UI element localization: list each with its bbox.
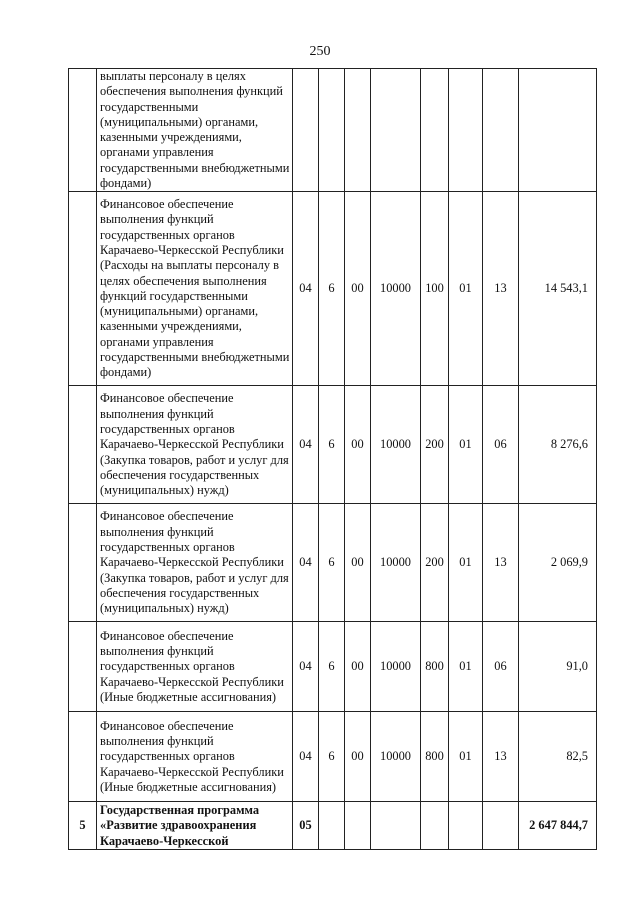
amount-cell: 82,5	[519, 712, 597, 802]
expense-name-cell: Финансовое обеспечение выполнения функций государственных органов Карачаево-Черкесской Республики (Расходы на выплаты персоналу в целях обеспечения выполнения функций государственными (муниципальными) органами, казенными учреждениями, органами управления государственными внебюджетными фондами)	[97, 192, 293, 386]
subsection-code-cell: 06	[483, 386, 519, 504]
budget-table	[68, 68, 597, 850]
subprogram-code-cell: 00	[345, 504, 371, 622]
row-number-cell	[69, 69, 97, 192]
direction-code-cell: 10000	[371, 622, 421, 712]
expense-type-cell: 800	[421, 712, 449, 802]
table-row	[69, 504, 597, 622]
expense-name-cell: Государственная программа «Развитие здравоохранения Карачаево-Черкесской	[97, 802, 293, 850]
section-code-cell: 01	[449, 192, 483, 386]
subsection-code-cell: 13	[483, 192, 519, 386]
amount-cell: 2 069,9	[519, 504, 597, 622]
expense-name-cell: Финансовое обеспечение выполнения функций государственных органов Карачаево-Черкесской Республики (Иные бюджетные ассигнования)	[97, 712, 293, 802]
amount-cell: 14 543,1	[519, 192, 597, 386]
subsection-code-cell: 13	[483, 712, 519, 802]
section-code-cell: 01	[449, 386, 483, 504]
expense-type-cell	[421, 69, 449, 192]
row-number-cell	[69, 712, 97, 802]
direction-code-cell: 10000	[371, 192, 421, 386]
expense-name-cell: выплаты персоналу в целях обеспечения выполнения функций государственными (муниципальными) органами, казенными учреждениями, органами управления государственными внебюджетными фондами)	[97, 69, 293, 192]
subprogram-code-cell: 00	[345, 622, 371, 712]
subprogram-code-cell: 00	[345, 712, 371, 802]
expense-name-cell: Финансовое обеспечение выполнения функций государственных органов Карачаево-Черкесской Республики (Иные бюджетные ассигнования)	[97, 622, 293, 712]
table-row	[69, 712, 597, 802]
table-row	[69, 386, 597, 504]
subsection-code-cell	[483, 802, 519, 850]
section-code-cell	[449, 69, 483, 192]
expense-type-cell: 200	[421, 504, 449, 622]
ministry-code-cell	[293, 69, 319, 192]
section-code-cell	[449, 802, 483, 850]
subsection-code-cell	[483, 69, 519, 192]
row-number-cell: 5	[69, 802, 97, 850]
ministry-code-cell: 04	[293, 622, 319, 712]
amount-cell: 2 647 844,7	[519, 802, 597, 850]
subsection-code-cell: 06	[483, 622, 519, 712]
program-code-cell: 6	[319, 192, 345, 386]
program-code-cell: 6	[319, 504, 345, 622]
expense-name-cell: Финансовое обеспечение выполнения функций государственных органов Карачаево-Черкесской Республики (Закупка товаров, работ и услуг для обеспечения государственных (муниципальных) нужд)	[97, 386, 293, 504]
table-body	[69, 69, 597, 850]
amount-cell	[519, 69, 597, 192]
row-number-cell	[69, 386, 97, 504]
subprogram-code-cell	[345, 802, 371, 850]
subprogram-code-cell	[345, 69, 371, 192]
program-code-cell	[319, 69, 345, 192]
ministry-code-cell: 04	[293, 192, 319, 386]
page-number: 250	[309, 44, 331, 59]
program-code-cell: 6	[319, 386, 345, 504]
amount-cell: 8 276,6	[519, 386, 597, 504]
expense-type-cell	[421, 802, 449, 850]
program-code-cell	[319, 802, 345, 850]
expense-type-cell: 100	[421, 192, 449, 386]
subprogram-code-cell: 00	[345, 192, 371, 386]
direction-code-cell	[371, 69, 421, 192]
ministry-code-cell: 04	[293, 504, 319, 622]
table-row	[69, 69, 597, 192]
amount-cell: 91,0	[519, 622, 597, 712]
row-number-cell	[69, 504, 97, 622]
direction-code-cell: 10000	[371, 712, 421, 802]
ministry-code-cell: 04	[293, 712, 319, 802]
direction-code-cell: 10000	[371, 386, 421, 504]
ministry-code-cell: 04	[293, 386, 319, 504]
row-number-cell	[69, 622, 97, 712]
section-code-cell: 01	[449, 712, 483, 802]
row-number-cell	[69, 192, 97, 386]
subsection-code-cell: 13	[483, 504, 519, 622]
program-code-cell: 6	[319, 712, 345, 802]
ministry-code-cell: 05	[293, 802, 319, 850]
expense-type-cell: 200	[421, 386, 449, 504]
table-row	[69, 192, 597, 386]
direction-code-cell	[371, 802, 421, 850]
subprogram-code-cell: 00	[345, 386, 371, 504]
section-code-cell: 01	[449, 622, 483, 712]
direction-code-cell: 10000	[371, 504, 421, 622]
section-code-cell: 01	[449, 504, 483, 622]
table-row	[69, 802, 597, 850]
program-code-cell: 6	[319, 622, 345, 712]
table-row	[69, 622, 597, 712]
expense-type-cell: 800	[421, 622, 449, 712]
expense-name-cell: Финансовое обеспечение выполнения функций государственных органов Карачаево-Черкесской Республики (Закупка товаров, работ и услуг для обеспечения государственных (муниципальных) нужд)	[97, 504, 293, 622]
